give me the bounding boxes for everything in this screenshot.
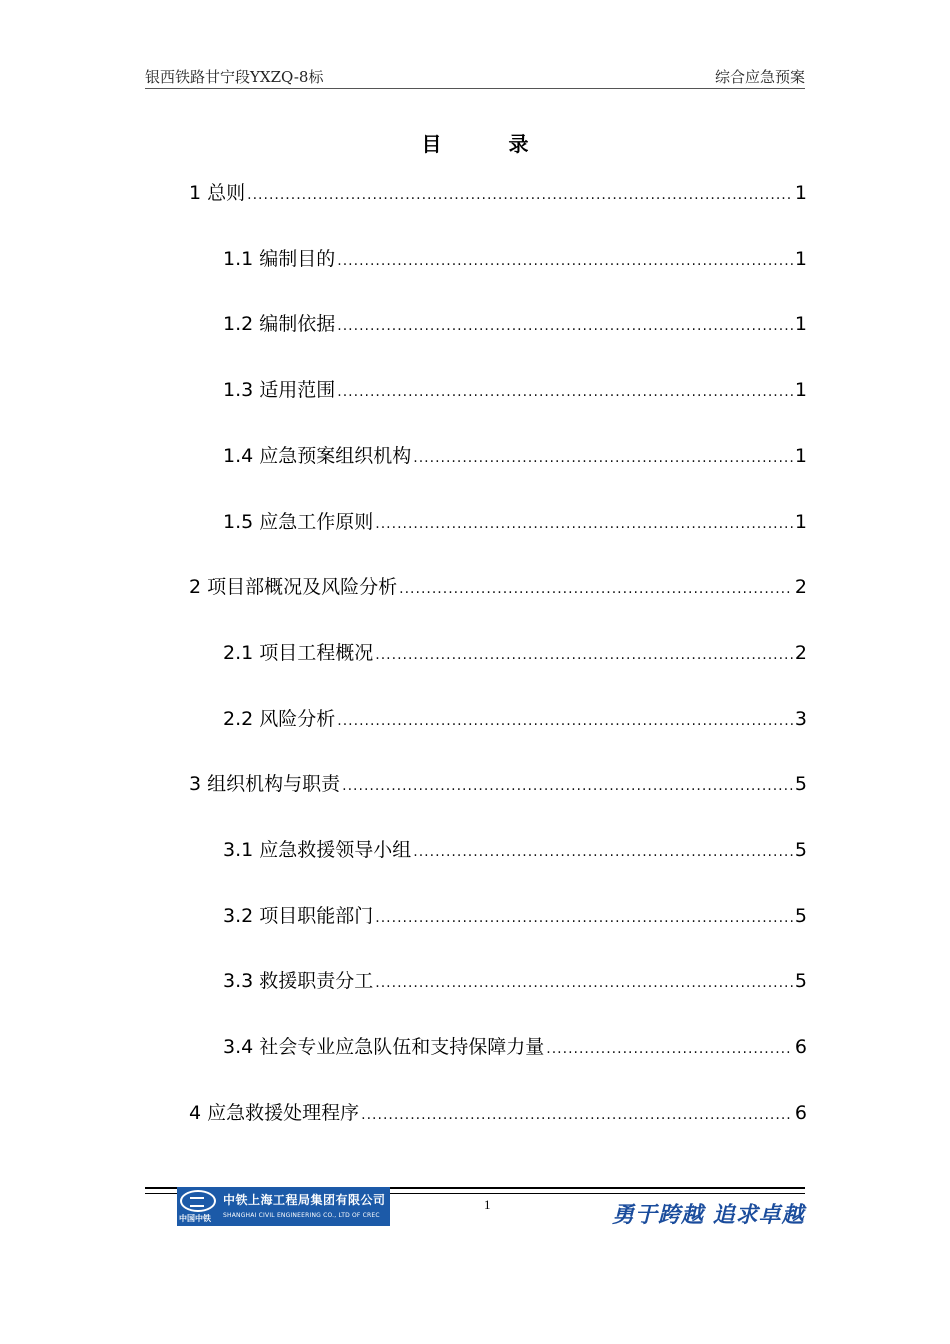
toc-entry-page: 5 [794,970,807,993]
toc-entry-title: 编制目的 [259,247,336,270]
toc-entry-title: 风险分析 [259,707,336,730]
toc-entry-page: 5 [794,904,807,927]
toc-entry-page: 1 [794,510,807,533]
toc-entry-number: 3.3 [223,970,260,993]
toc-leader-dots [337,708,793,734]
page-header [145,66,805,88]
toc-entry[interactable] [223,509,807,535]
toc-entry[interactable] [223,640,807,666]
logo-company-name-en: SHANGHAI CIVIL ENGINEERING CO., LTD OF CREC [223,1212,380,1219]
toc-entry-page: 2 [794,641,807,664]
toc-entry-number: 1.1 [223,247,260,270]
toc-entry-page: 6 [794,1101,807,1124]
toc-entry-number: 2.1 [223,641,260,664]
toc-leader-dots [546,1036,793,1062]
toc-entry[interactable] [223,443,807,469]
toc-entry-title: 项目工程概况 [259,641,374,664]
toc-entry-page: 1 [794,247,807,270]
toc-leader-dots [337,379,793,405]
toc-entry[interactable] [223,706,807,732]
toc-leader-dots [375,642,793,668]
toc-entry-page: 6 [794,1036,807,1059]
toc-leader-dots [342,773,793,799]
toc-entry-number: 1.2 [223,313,260,336]
toc-entry-page: 2 [794,576,807,599]
toc-entry-title: 应急救援处理程序 [207,1101,360,1124]
toc-entry[interactable] [223,837,807,863]
toc-entry[interactable] [223,1034,807,1060]
toc-entry-number: 3 [189,773,208,796]
toc-entry-page: 1 [794,379,807,402]
page-number: 1 [484,1197,491,1212]
toc-leader-dots [413,445,793,471]
toc-entry[interactable] [223,377,807,403]
toc-entry-title: 应急救援领导小组 [259,839,412,861]
logo-company-name: 中铁上海工程局集团有限公司 [223,1193,386,1207]
toc-entry-title: 适用范围 [259,379,336,402]
toc-entry[interactable] [223,311,807,337]
toc-entry-number: 3.2 [223,904,260,927]
toc-title: 目 录 [421,132,559,156]
toc-entry-number: 3.1 [223,839,260,861]
header-rule [145,88,805,89]
toc-entry[interactable] [223,903,807,929]
toc-leader-dots [247,182,793,208]
toc-entry-number: 1 [189,182,208,204]
logo-brand-text: 中国中铁 [179,1214,211,1223]
toc-entry-title: 项目职能部门 [259,904,374,927]
toc-leader-dots [361,1102,793,1128]
toc-entry-number: 1.5 [223,510,260,533]
header-document-title: 综合应急预案 [714,68,805,86]
company-logo [177,1187,390,1226]
toc-entry[interactable] [189,1100,807,1126]
toc-leader-dots [413,839,793,865]
toc-entry-title: 编制依据 [259,313,336,336]
toc-entry-number: 1.4 [223,444,260,467]
toc-entry-title: 应急工作原则 [259,510,374,533]
toc-entry-number: 3.4 [223,1036,260,1059]
toc-entry-title: 总则 [207,182,246,204]
toc-leader-dots [375,511,793,537]
toc-entry-page: 1 [794,444,807,467]
company-slogan: 勇于跨越 追求卓越 [612,1202,805,1228]
toc-entry-title: 应急预案组织机构 [259,444,412,467]
toc-entry-page: 1 [794,182,807,204]
toc-entry[interactable] [223,246,807,272]
toc-leader-dots [337,248,793,274]
toc-entry-title: 组织机构与职责 [207,773,341,796]
header-project-name: 银西铁路甘宁段YXZQ-8标 [145,68,324,86]
toc-leader-dots [399,576,793,602]
toc-entry[interactable] [189,574,807,600]
toc-entry[interactable] [189,771,807,797]
toc-entry-title: 救援职责分工 [259,970,374,993]
toc-entry-number: 1.3 [223,379,260,402]
toc-entry-page: 1 [794,313,807,336]
toc-entry-page: 5 [794,773,807,796]
toc-entry-title: 社会专业应急队伍和支持保障力量 [259,1036,545,1059]
toc-entry-page: 5 [794,839,807,861]
toc-entry-page: 3 [794,707,807,730]
toc-entry-number: 4 [189,1101,208,1124]
toc-leader-dots [375,970,793,996]
toc-entry[interactable] [189,180,807,206]
toc-leader-dots [337,313,793,339]
toc-entry-number: 2 [189,576,208,599]
toc-leader-dots [375,905,793,931]
toc-entry-number: 2.2 [223,707,260,730]
crec-emblem-icon [180,1190,216,1212]
toc-entry-title: 项目部概况及风险分析 [207,576,398,599]
toc-entry[interactable] [223,968,807,994]
